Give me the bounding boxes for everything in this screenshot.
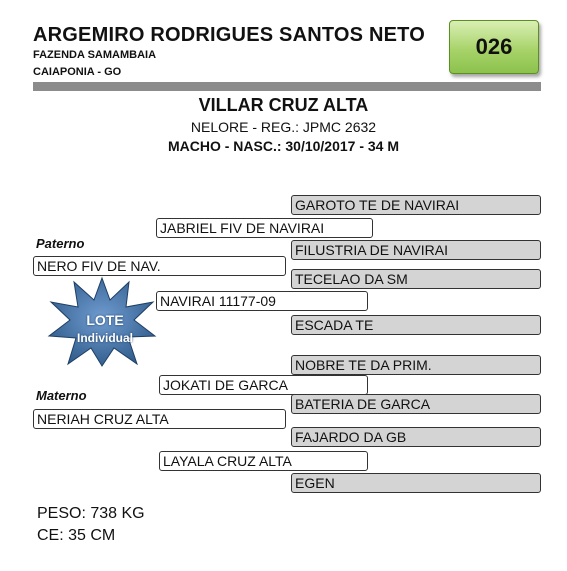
paterno-label: Paterno [36, 236, 85, 251]
owner-name: ARGEMIRO RODRIGUES SANTOS NETO [33, 24, 425, 46]
granddam-paternal: NAVIRAI 11177-09 [156, 291, 368, 311]
ggp-box-1: GAROTO TE DE NAVIRAI [291, 195, 541, 215]
lot-number-badge: 026 [449, 20, 539, 74]
weight-text: PESO: 738 KG [37, 505, 145, 522]
scrotal-circumference-text: CE: 35 CM [37, 527, 116, 544]
materno-label: Materno [36, 388, 87, 403]
animal-breed-reg: NELORE - REG.: JPMC 2632 [190, 119, 377, 135]
ggp-box-7: FAJARDO DA GB [291, 427, 541, 447]
ggp-box-2: FILUSTRIA DE NAVIRAI [291, 240, 541, 260]
ggp-box-3: TECELAO DA SM [291, 269, 541, 289]
ggp-box-6: BATERIA DE GARCA [291, 394, 541, 414]
animal-name: VILLAR CRUZ ALTA [198, 95, 369, 115]
city-name: CAIAPONIA - GO [33, 66, 122, 78]
granddam-maternal: LAYALA CRUZ ALTA [159, 451, 368, 471]
grandsire-maternal: JOKATI DE GARCA [159, 375, 368, 395]
header-divider [33, 82, 541, 91]
lote-badge-line2: Individual [76, 331, 133, 345]
grandsire-paternal: JABRIEL FIV DE NAVIRAI [156, 218, 373, 238]
lote-badge-line1: LOTE [86, 312, 124, 328]
dam-box: NERIAH CRUZ ALTA [33, 409, 286, 429]
ggp-box-8: EGEN [291, 473, 541, 493]
animal-sex-birth: MACHO - NASC.: 30/10/2017 - 34 M [167, 138, 400, 154]
farm-name: FAZENDA SAMAMBAIA [33, 49, 157, 61]
ggp-box-5: NOBRE TE DA PRIM. [291, 355, 541, 375]
sire-box: NERO FIV DE NAV. [33, 256, 286, 276]
ggp-box-4: ESCADA TE [291, 315, 541, 335]
